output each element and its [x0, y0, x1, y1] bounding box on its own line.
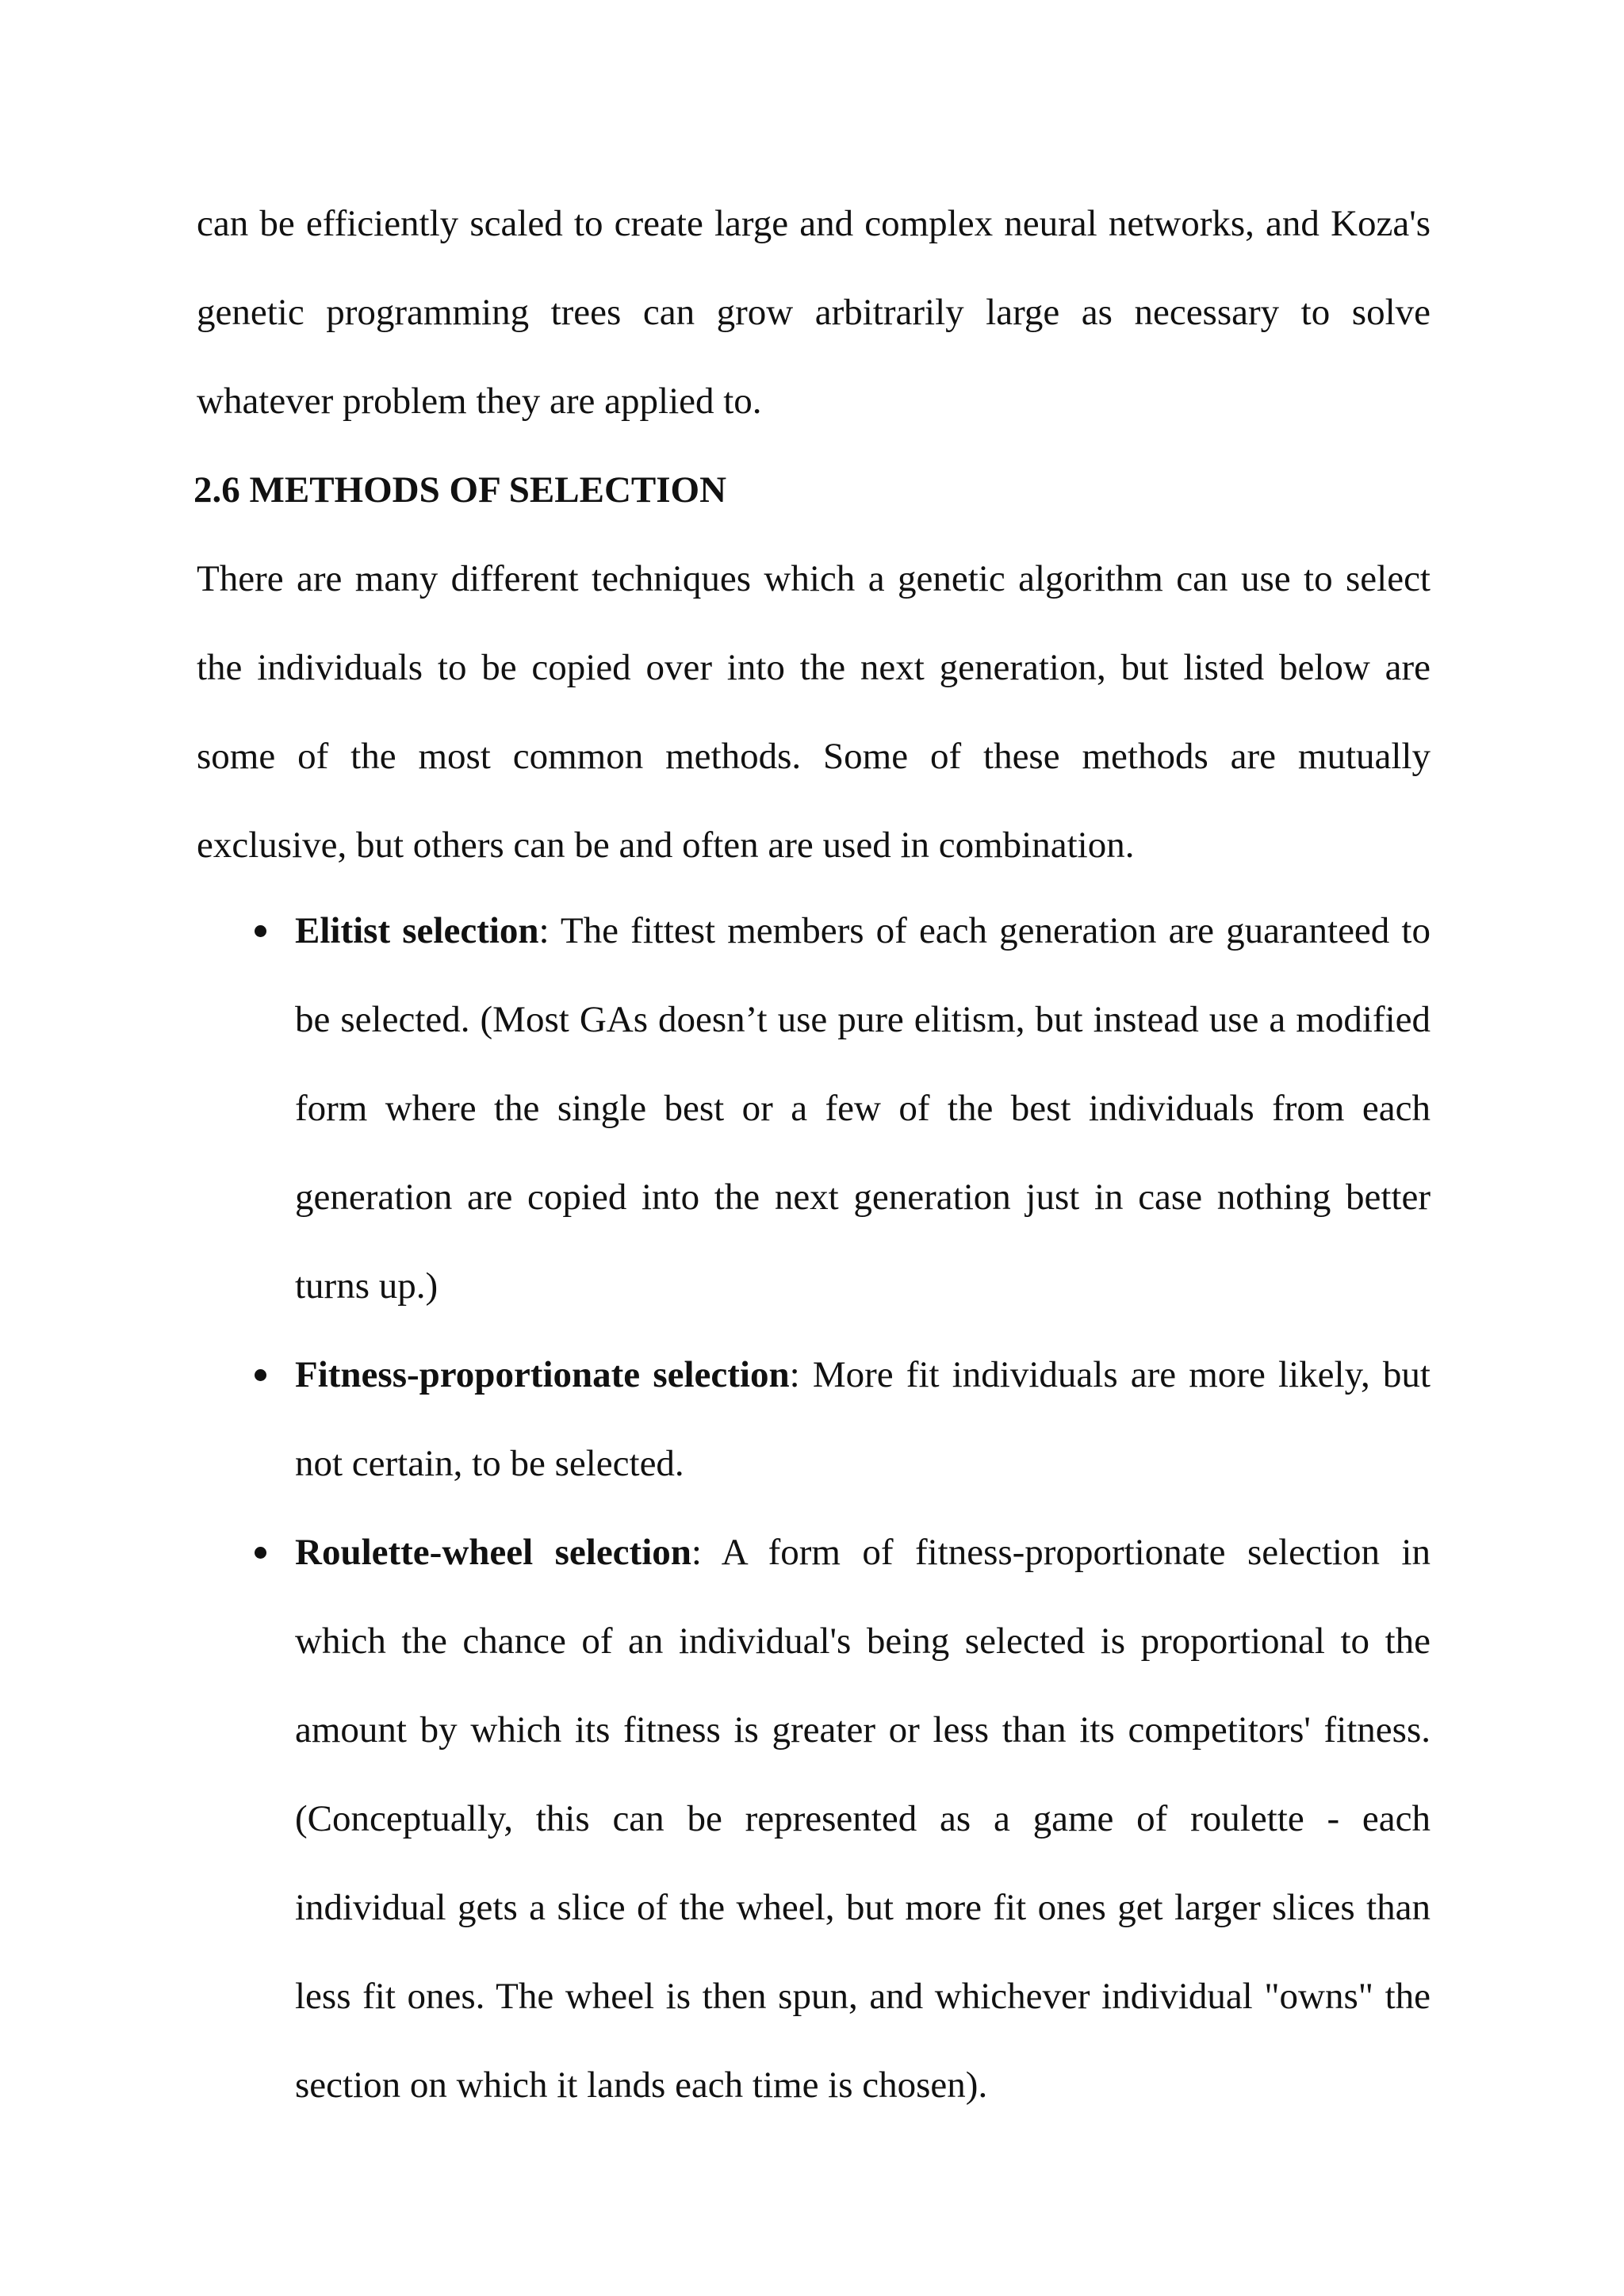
list-item-fitness-proportionate-selection [295, 1330, 1431, 1508]
bullet-icon [244, 886, 276, 975]
list-item-roulette-wheel-selection [295, 1508, 1431, 2130]
list-item-elitist-selection [295, 886, 1431, 1330]
method-description: : More fit individuals are more likely, but not certain, to be selected. [295, 1354, 1431, 1484]
bullet-icon [244, 1508, 276, 1597]
method-description: : The fittest members of each generation are guaranteed to be selected. (Most GAs doesn’t use pure elitism, but instead use a modified form where the single best or a few of the best individuals from each generation are copied into the next generation just in case nothing better turns up.) [295, 910, 1431, 1307]
section-heading: 2.6 METHODS OF SELECTION [193, 469, 727, 511]
bullet-icon [244, 1330, 276, 1419]
selection-methods-list [295, 886, 1431, 2130]
continuation-paragraph: can be efficiently scaled to create large and complex neural networks, and Koza's genetic programming trees can grow arbitrarily large as necessary to solve whatever problem they are applied to. [197, 203, 1431, 422]
method-term: Fitness-proportionate selection [295, 1354, 790, 1395]
section-intro-paragraph: There are many different techniques which a genetic algorithm can use to select the individuals to be copied over into the next generation, but listed below are some of the most common methods. Some of these methods are mutually exclusive, but others can be and often are used in combination. [197, 558, 1431, 866]
method-term: Elitist selection [295, 910, 539, 951]
method-term: Roulette-wheel selection [295, 1532, 691, 1573]
method-description: : A form of fitness-proportionate selection in which the chance of an individual's being selected is proportional to the amount by which its fitness is greater or less than its competitors' fitness. (Conceptually, this can be represented as a game of roulette - each individual gets a slice of the wheel, but more fit ones get larger slices than less fit ones. The wheel is then spun, and whichever individual "owns" the section on which it lands each time is chosen). [295, 1532, 1431, 2106]
